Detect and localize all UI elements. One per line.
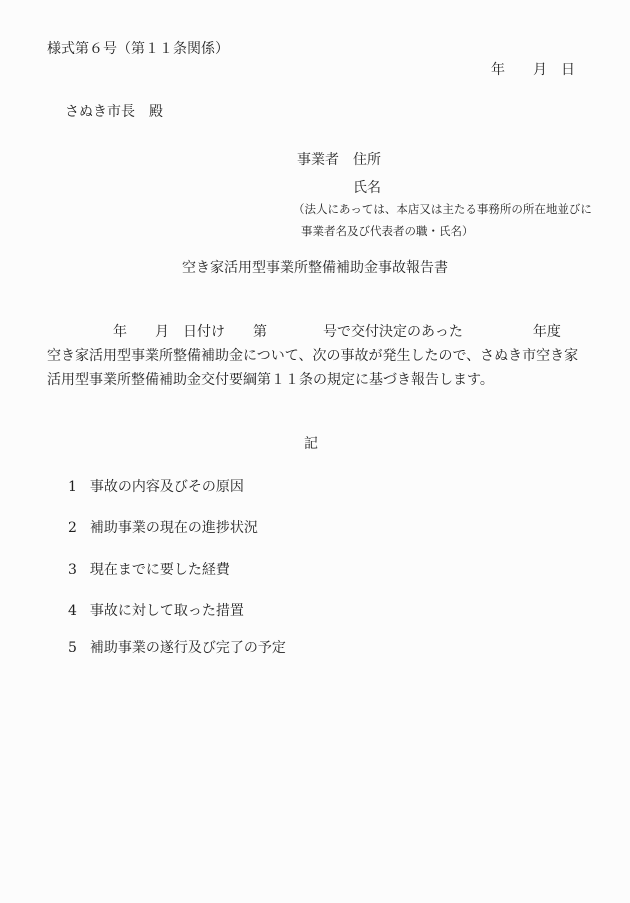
list-item-3 xyxy=(68,563,230,578)
corporation-note-line2: 事業者名及び代表者の職・氏名） xyxy=(301,224,474,238)
item-number: 5 xyxy=(68,640,77,656)
item-text: 事故の内容及びその原因 xyxy=(89,479,244,495)
item-text: 現在までに要した経費 xyxy=(89,562,230,578)
item-number: 2 xyxy=(68,520,77,536)
body-line-1: 年 月 日付け 第 号で交付決定のあった 年度 xyxy=(113,324,561,340)
corporation-note-line1: （法人にあっては、本店又は主たる事務所の所在地並びに xyxy=(293,202,592,216)
item-text: 補助事業の現在の進捗状況 xyxy=(89,520,258,536)
form-number: 様式第６号（第１１条関係） xyxy=(47,41,229,57)
item-number: 1 xyxy=(68,479,77,495)
document-title: 空き家活用型事業所整備補助金事故報告書 xyxy=(182,260,448,276)
applicant-name-line: 氏名 xyxy=(353,180,381,196)
list-item-4 xyxy=(68,604,244,619)
item-text: 事故に対して取った措置 xyxy=(89,603,244,619)
record-label: 記 xyxy=(304,436,318,452)
date-line: 年 月 日 xyxy=(491,62,575,78)
item-number: 4 xyxy=(68,603,77,619)
list-item-5 xyxy=(68,641,286,656)
item-number: 3 xyxy=(68,562,77,578)
body-line-3: 活用型事業所整備補助金交付要綱第１１条の規定に基づき報告します。 xyxy=(47,372,494,388)
addressee: さぬき市長 殿 xyxy=(65,104,163,120)
applicant-address-line: 事業者 住所 xyxy=(297,152,381,168)
body-line-2: 空き家活用型事業所整備補助金について、次の事故が発生したので、さぬき市空き家 xyxy=(47,348,579,364)
list-item-2 xyxy=(68,521,258,536)
list-item-1 xyxy=(68,480,244,495)
item-text: 補助事業の遂行及び完了の予定 xyxy=(89,640,286,656)
